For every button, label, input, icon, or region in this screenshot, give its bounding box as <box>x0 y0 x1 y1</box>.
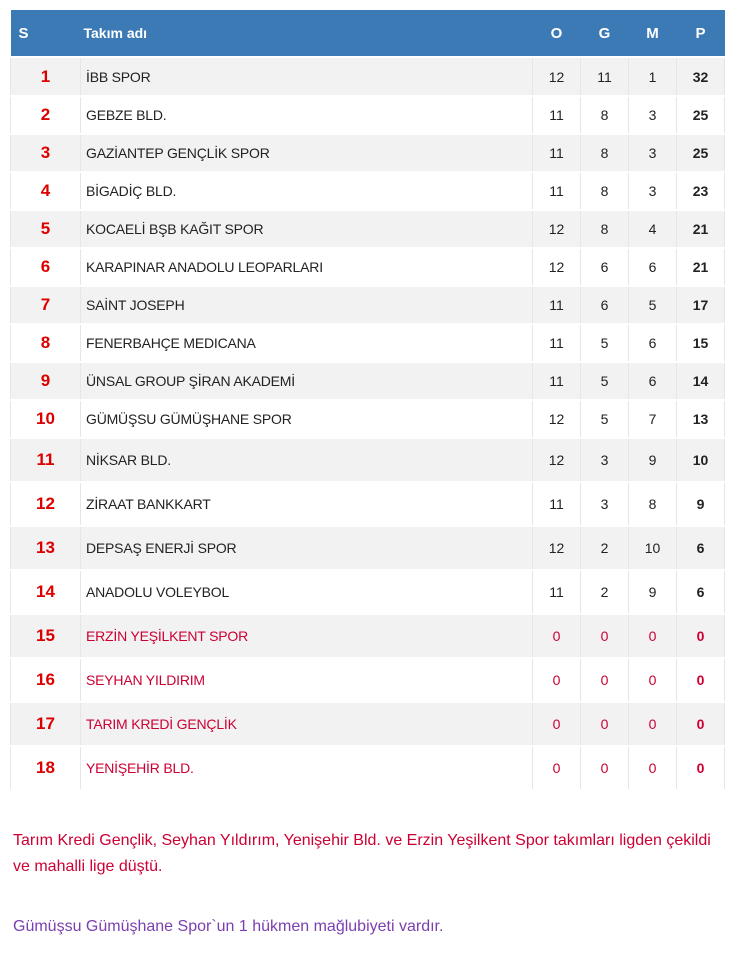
header-won[interactable]: G <box>581 10 629 56</box>
team-name-cell: SAİNT JOSEPH <box>81 286 533 324</box>
team-name-cell: KARAPINAR ANADOLU LEOPARLARI <box>81 248 533 286</box>
lost-cell: 7 <box>629 400 677 438</box>
table-row[interactable] <box>11 570 725 614</box>
won-cell: 2 <box>581 570 629 614</box>
won-cell: 5 <box>581 400 629 438</box>
points-cell: 0 <box>677 746 725 790</box>
lost-cell: 6 <box>629 248 677 286</box>
table-row[interactable] <box>11 526 725 570</box>
won-cell: 6 <box>581 248 629 286</box>
points-cell: 21 <box>677 210 725 248</box>
played-cell: 0 <box>533 746 581 790</box>
table-row[interactable] <box>11 702 725 746</box>
played-cell: 0 <box>533 658 581 702</box>
team-name-cell: GEBZE BLD. <box>81 96 533 134</box>
played-cell: 12 <box>533 210 581 248</box>
table-row[interactable] <box>11 96 725 134</box>
points-cell: 25 <box>677 134 725 172</box>
lost-cell: 0 <box>629 746 677 790</box>
rank-cell: 13 <box>11 526 81 570</box>
played-cell: 0 <box>533 614 581 658</box>
points-cell: 0 <box>677 614 725 658</box>
played-cell: 11 <box>533 324 581 362</box>
points-cell: 23 <box>677 172 725 210</box>
table-row[interactable] <box>11 324 725 362</box>
points-cell: 6 <box>677 570 725 614</box>
table-row[interactable] <box>11 248 725 286</box>
won-cell: 2 <box>581 526 629 570</box>
header-played[interactable]: O <box>533 10 581 56</box>
won-cell: 11 <box>581 58 629 96</box>
rank-cell: 16 <box>11 658 81 702</box>
lost-cell: 0 <box>629 614 677 658</box>
lost-cell: 3 <box>629 134 677 172</box>
rank-cell: 9 <box>11 362 81 400</box>
notes-section <box>13 828 713 940</box>
table-row[interactable] <box>11 58 725 96</box>
forfeit-note: Gümüşsu Gümüşhane Spor`un 1 hükmen mağlubiyeti vardır. <box>13 918 444 935</box>
table-header-row <box>11 10 725 56</box>
won-cell: 3 <box>581 482 629 526</box>
header-points[interactable]: P <box>677 10 725 56</box>
points-cell: 17 <box>677 286 725 324</box>
won-cell: 6 <box>581 286 629 324</box>
rank-cell: 7 <box>11 286 81 324</box>
header-lost[interactable]: M <box>629 10 677 56</box>
table-row[interactable] <box>11 172 725 210</box>
rank-cell: 5 <box>11 210 81 248</box>
played-cell: 11 <box>533 362 581 400</box>
header-rank[interactable]: S <box>11 10 81 56</box>
standings-table <box>10 10 725 791</box>
won-cell: 0 <box>581 746 629 790</box>
points-cell: 0 <box>677 658 725 702</box>
played-cell: 11 <box>533 172 581 210</box>
table-row[interactable] <box>11 746 725 790</box>
played-cell: 12 <box>533 400 581 438</box>
table-row[interactable] <box>11 210 725 248</box>
lost-cell: 1 <box>629 58 677 96</box>
won-cell: 0 <box>581 614 629 658</box>
lost-cell: 10 <box>629 526 677 570</box>
points-cell: 13 <box>677 400 725 438</box>
points-cell: 6 <box>677 526 725 570</box>
rank-cell: 4 <box>11 172 81 210</box>
table-row[interactable] <box>11 286 725 324</box>
played-cell: 12 <box>533 58 581 96</box>
won-cell: 0 <box>581 702 629 746</box>
table-row[interactable] <box>11 438 725 482</box>
rank-cell: 3 <box>11 134 81 172</box>
team-name-cell: BİGADİÇ BLD. <box>81 172 533 210</box>
rank-cell: 6 <box>11 248 81 286</box>
lost-cell: 9 <box>629 438 677 482</box>
played-cell: 12 <box>533 438 581 482</box>
points-cell: 0 <box>677 702 725 746</box>
lost-cell: 5 <box>629 286 677 324</box>
team-name-cell: ZİRAAT BANKKART <box>81 482 533 526</box>
lost-cell: 0 <box>629 702 677 746</box>
played-cell: 12 <box>533 526 581 570</box>
withdrawal-note: Tarım Kredi Gençlik, Seyhan Yıldırım, Yenişehir Bld. ve Erzin Yeşilkent Spor takımları ligden çekildi ve mahalli lige düştü. <box>13 832 711 875</box>
points-cell: 15 <box>677 324 725 362</box>
rank-cell: 14 <box>11 570 81 614</box>
team-name-cell: DEPSAŞ ENERJİ SPOR <box>81 526 533 570</box>
lost-cell: 6 <box>629 324 677 362</box>
played-cell: 11 <box>533 134 581 172</box>
points-cell: 21 <box>677 248 725 286</box>
played-cell: 11 <box>533 570 581 614</box>
rank-cell: 10 <box>11 400 81 438</box>
rank-cell: 15 <box>11 614 81 658</box>
team-name-cell: GÜMÜŞSU GÜMÜŞHANE SPOR <box>81 400 533 438</box>
lost-cell: 3 <box>629 172 677 210</box>
lost-cell: 4 <box>629 210 677 248</box>
points-cell: 32 <box>677 58 725 96</box>
table-row[interactable] <box>11 658 725 702</box>
table-row[interactable] <box>11 482 725 526</box>
points-cell: 14 <box>677 362 725 400</box>
team-name-cell: İBB SPOR <box>81 58 533 96</box>
table-row[interactable] <box>11 614 725 658</box>
team-name-cell: ANADOLU VOLEYBOL <box>81 570 533 614</box>
won-cell: 8 <box>581 96 629 134</box>
rank-cell: 8 <box>11 324 81 362</box>
table-row[interactable] <box>11 362 725 400</box>
rank-cell: 12 <box>11 482 81 526</box>
played-cell: 12 <box>533 248 581 286</box>
header-team[interactable]: Takım adı <box>81 10 533 56</box>
team-name-cell: GAZİANTEP GENÇLİK SPOR <box>81 134 533 172</box>
won-cell: 8 <box>581 172 629 210</box>
team-name-cell: ERZİN YEŞİLKENT SPOR <box>81 614 533 658</box>
team-name-cell: YENİŞEHİR BLD. <box>81 746 533 790</box>
won-cell: 5 <box>581 362 629 400</box>
team-name-cell: FENERBAHÇE MEDICANA <box>81 324 533 362</box>
played-cell: 11 <box>533 96 581 134</box>
lost-cell: 8 <box>629 482 677 526</box>
lost-cell: 3 <box>629 96 677 134</box>
lost-cell: 0 <box>629 658 677 702</box>
played-cell: 11 <box>533 286 581 324</box>
rank-cell: 1 <box>11 58 81 96</box>
rank-cell: 11 <box>11 438 81 482</box>
played-cell: 11 <box>533 482 581 526</box>
team-name-cell: NİKSAR BLD. <box>81 438 533 482</box>
points-cell: 10 <box>677 438 725 482</box>
won-cell: 3 <box>581 438 629 482</box>
won-cell: 5 <box>581 324 629 362</box>
table-row[interactable] <box>11 134 725 172</box>
rank-cell: 2 <box>11 96 81 134</box>
rank-cell: 18 <box>11 746 81 790</box>
team-name-cell: KOCAELİ BŞB KAĞIT SPOR <box>81 210 533 248</box>
lost-cell: 6 <box>629 362 677 400</box>
played-cell: 0 <box>533 702 581 746</box>
team-name-cell: TARIM KREDİ GENÇLİK <box>81 702 533 746</box>
team-name-cell: SEYHAN YILDIRIM <box>81 658 533 702</box>
team-name-cell: ÜNSAL GROUP ŞİRAN AKADEMİ <box>81 362 533 400</box>
won-cell: 0 <box>581 658 629 702</box>
won-cell: 8 <box>581 210 629 248</box>
standings-body <box>11 58 725 790</box>
won-cell: 8 <box>581 134 629 172</box>
points-cell: 25 <box>677 96 725 134</box>
table-row[interactable] <box>11 400 725 438</box>
lost-cell: 9 <box>629 570 677 614</box>
rank-cell: 17 <box>11 702 81 746</box>
points-cell: 9 <box>677 482 725 526</box>
